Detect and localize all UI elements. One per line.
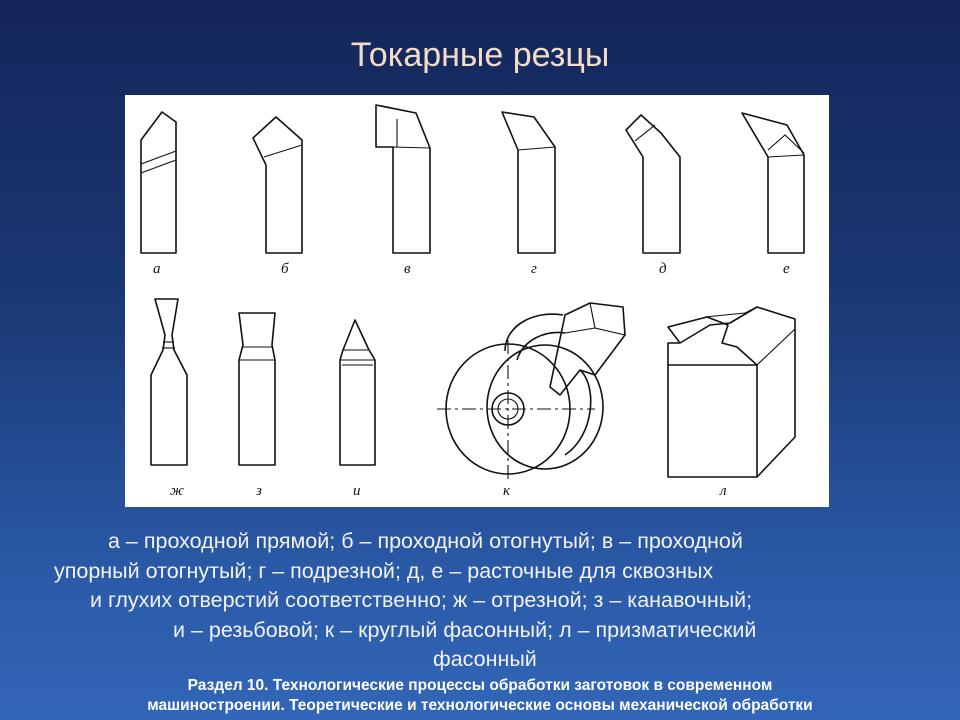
label-zh: ж [170,483,184,499]
label-k: к [503,483,511,499]
label-i: и [353,483,361,499]
tool-i-threading [340,320,375,465]
tool-v-thrust [376,105,430,253]
footer-line-2: машиностроении. Теоретические и технологические основы механической обработки [147,697,813,714]
label-b: б [281,261,289,277]
caption-line: а – проходной прямой; б – проходной отогнутый; в – проходной [108,529,743,553]
label-d: д [659,261,667,277]
tool-zh-parting [151,299,187,465]
tool-b-bent [253,117,302,253]
label-z: з [256,483,262,499]
cutting-tools-figure [125,95,829,507]
tool-e-boring-blind [742,113,804,253]
tool-l-prismatic [668,307,795,477]
footer-line-1: Раздел 10. Технологические процессы обработки заготовок в современном [187,677,773,694]
label-a: а [153,261,161,277]
label-l: л [720,483,727,499]
tool-a-straight [141,112,176,253]
cutting-tools-drawing [125,95,829,507]
caption-line: и – резьбовой; к – круглый фасонный; л – призматический [173,617,757,642]
tool-z-grooving [239,313,275,465]
label-e: е [783,261,790,277]
figure-caption [40,527,920,675]
tool-k-round-form [437,303,625,480]
label-v: в [404,261,411,277]
page-title: Токарные резцы [350,36,610,74]
tool-g-facing [502,112,555,253]
caption-line: и глухих отверстий соответственно; ж – отрезной; з – канавочный; [90,588,753,612]
caption-line: упорный отогнутый; г – подрезной; д, е – расточные для сквозных [54,558,714,583]
section-footer [0,676,960,716]
tool-d-boring [626,115,680,253]
caption-line: фасонный [433,647,537,671]
label-g: г [531,261,537,277]
